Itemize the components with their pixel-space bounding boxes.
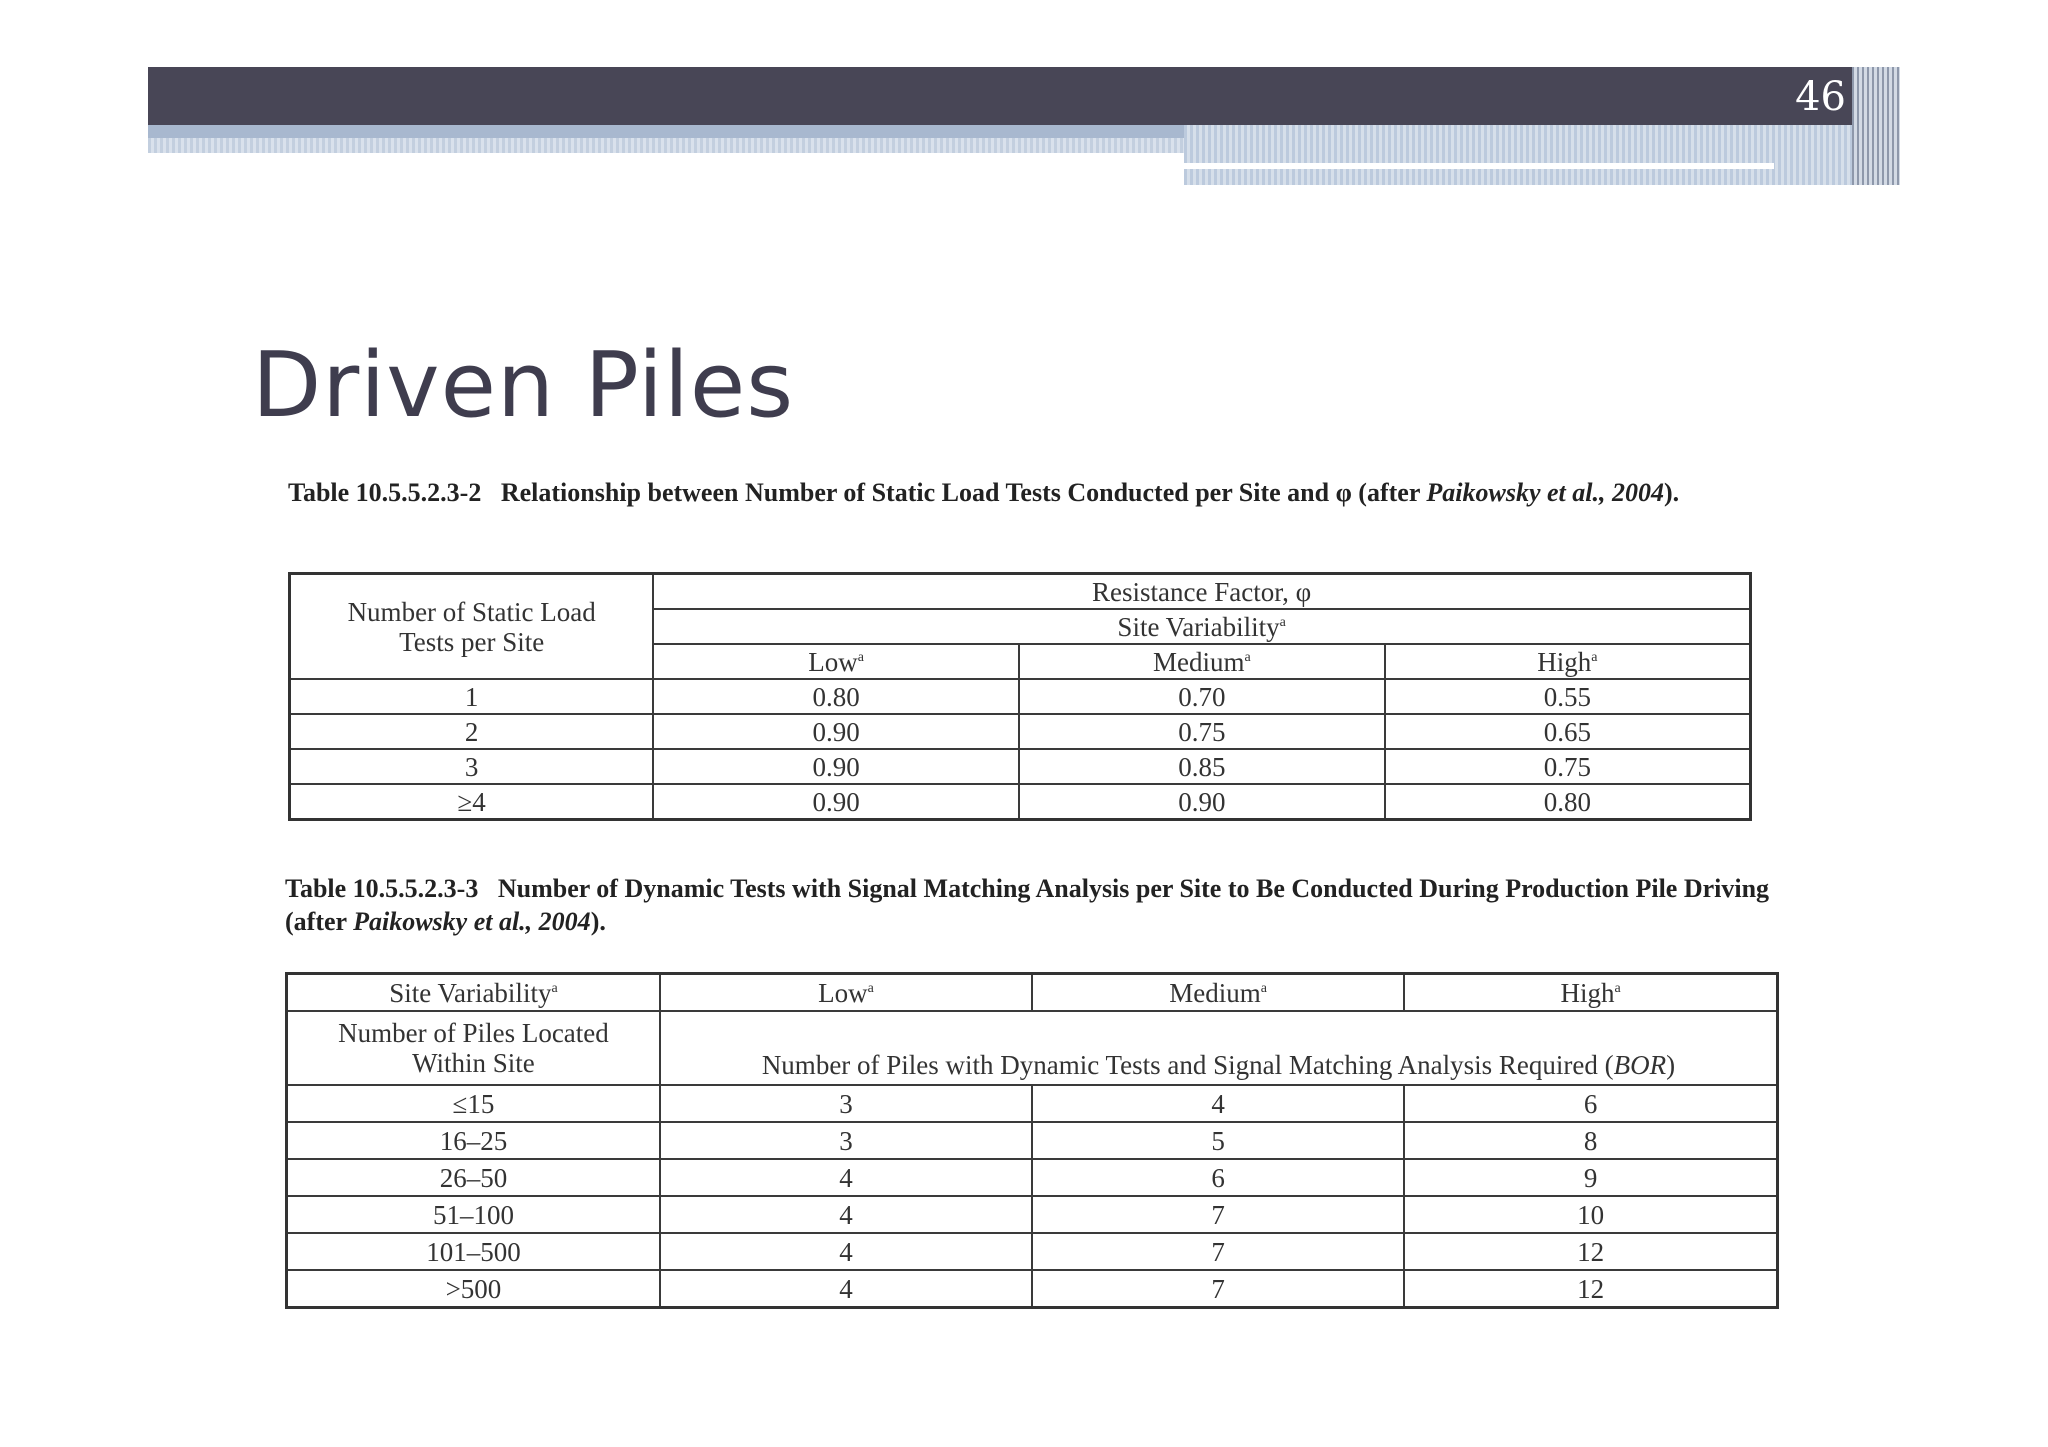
table-row bbox=[290, 714, 1751, 749]
table1-col-medium: Medium$^a$ bbox=[1019, 644, 1385, 679]
table-cell: 0.90 bbox=[653, 714, 1019, 749]
table-row bbox=[287, 1270, 1778, 1308]
table-cell: 4 bbox=[660, 1270, 1032, 1308]
table1-row-label: ≥4 bbox=[290, 784, 654, 820]
table1-row-label: 1 bbox=[290, 679, 654, 714]
table-cell: 0.70 bbox=[1019, 679, 1385, 714]
table2-caption-text: Number of Dynamic Tests with Signal Matching Analysis per Site to Be Conducted During Production Pile Driving (after bbox=[285, 874, 1770, 936]
table2-row-label: 101–500 bbox=[287, 1233, 660, 1270]
table2-col-medium: Medium$^a$ bbox=[1032, 974, 1404, 1012]
table-row bbox=[287, 1196, 1778, 1233]
table2-col-low: Low$^a$ bbox=[660, 974, 1032, 1012]
header-bar bbox=[148, 67, 1852, 125]
table-cell: 0.75 bbox=[1385, 749, 1751, 784]
table-row bbox=[290, 679, 1751, 714]
table-row bbox=[290, 749, 1751, 784]
table2-row-label: 26–50 bbox=[287, 1159, 660, 1196]
header-accent-stripe bbox=[148, 138, 1188, 153]
table-cell: 0.75 bbox=[1019, 714, 1385, 749]
table-cell: 0.90 bbox=[1019, 784, 1385, 820]
table-cell: 0.85 bbox=[1019, 749, 1385, 784]
table-row bbox=[287, 1159, 1778, 1196]
table-row bbox=[287, 1233, 1778, 1270]
table1-sub-header: Site Variability$^a$ bbox=[653, 609, 1750, 644]
table2-col-high: High$^a$ bbox=[1404, 974, 1777, 1012]
table-cell: 4 bbox=[1032, 1085, 1404, 1122]
table-cell: 4 bbox=[660, 1196, 1032, 1233]
table2-caption bbox=[285, 872, 1785, 938]
header-accent-gap bbox=[1184, 163, 1774, 169]
table1-col-low: Low$^a$ bbox=[653, 644, 1019, 679]
table2-row-label: ≤15 bbox=[287, 1085, 660, 1122]
table-cell: 4 bbox=[660, 1233, 1032, 1270]
table-cell: 9 bbox=[1404, 1159, 1777, 1196]
table1-caption bbox=[288, 476, 1758, 509]
table1-col-high: High$^a$ bbox=[1385, 644, 1751, 679]
table-row bbox=[290, 784, 1751, 820]
table-cell: 5 bbox=[1032, 1122, 1404, 1159]
table-cell: 0.55 bbox=[1385, 679, 1751, 714]
table-cell: 7 bbox=[1032, 1196, 1404, 1233]
table1-caption-text: Relationship between Number of Static Load Tests Conducted per Site and φ (after bbox=[500, 478, 1420, 507]
table2-caption-label: Table 10.5.5.2.3-3 bbox=[285, 874, 479, 903]
slide-title: Driven Piles bbox=[252, 333, 795, 438]
table-cell: 0.80 bbox=[1385, 784, 1751, 820]
table-cell: 0.65 bbox=[1385, 714, 1751, 749]
table1-row-label: 3 bbox=[290, 749, 654, 784]
table2-corner-header: Site Variability$^a$ bbox=[287, 974, 660, 1012]
table-cell: 6 bbox=[1032, 1159, 1404, 1196]
table-row bbox=[287, 1122, 1778, 1159]
table1-caption-end: ). bbox=[1663, 478, 1680, 507]
header-accent-block bbox=[1184, 125, 1900, 185]
dynamic-tests-table bbox=[285, 972, 1779, 1309]
table-row bbox=[287, 1085, 1778, 1122]
table-cell: 7 bbox=[1032, 1270, 1404, 1308]
table1-row-header: Number of Static Load Tests per Site bbox=[290, 574, 654, 680]
table1-row-label: 2 bbox=[290, 714, 654, 749]
header-accent-stripe bbox=[148, 125, 1188, 138]
table-cell: 10 bbox=[1404, 1196, 1777, 1233]
table2-row-label: >500 bbox=[287, 1270, 660, 1308]
table-cell: 0.90 bbox=[653, 749, 1019, 784]
table1-group-header: Resistance Factor, φ bbox=[653, 574, 1750, 610]
resistance-factor-table bbox=[288, 572, 1752, 821]
table2-caption-author: Paikowsky et al., 2004 bbox=[353, 907, 591, 936]
slide-number: 46 bbox=[1795, 74, 1846, 120]
table1-caption-label: Table 10.5.5.2.3-2 bbox=[288, 478, 482, 507]
table2-span-header: Number of Piles with Dynamic Tests and Signal Matching Analysis Required (BOR) bbox=[660, 1011, 1778, 1085]
header-stripes bbox=[1852, 67, 1900, 185]
table-cell: 3 bbox=[660, 1085, 1032, 1122]
table2-caption-end: ). bbox=[590, 907, 606, 936]
table-cell: 0.90 bbox=[653, 784, 1019, 820]
table1-caption-author: Paikowsky et al., bbox=[1426, 478, 1606, 507]
table-cell: 4 bbox=[660, 1159, 1032, 1196]
table2-row-label: 51–100 bbox=[287, 1196, 660, 1233]
table-cell: 8 bbox=[1404, 1122, 1777, 1159]
table-cell: 0.80 bbox=[653, 679, 1019, 714]
table-cell: 12 bbox=[1404, 1270, 1777, 1308]
table-cell: 3 bbox=[660, 1122, 1032, 1159]
table2-row-header: Number of Piles Located Within Site bbox=[287, 1011, 660, 1085]
table1-caption-year: 2004 bbox=[1611, 478, 1664, 507]
table2-row-label: 16–25 bbox=[287, 1122, 660, 1159]
table-cell: 7 bbox=[1032, 1233, 1404, 1270]
table-cell: 12 bbox=[1404, 1233, 1777, 1270]
table-cell: 6 bbox=[1404, 1085, 1777, 1122]
